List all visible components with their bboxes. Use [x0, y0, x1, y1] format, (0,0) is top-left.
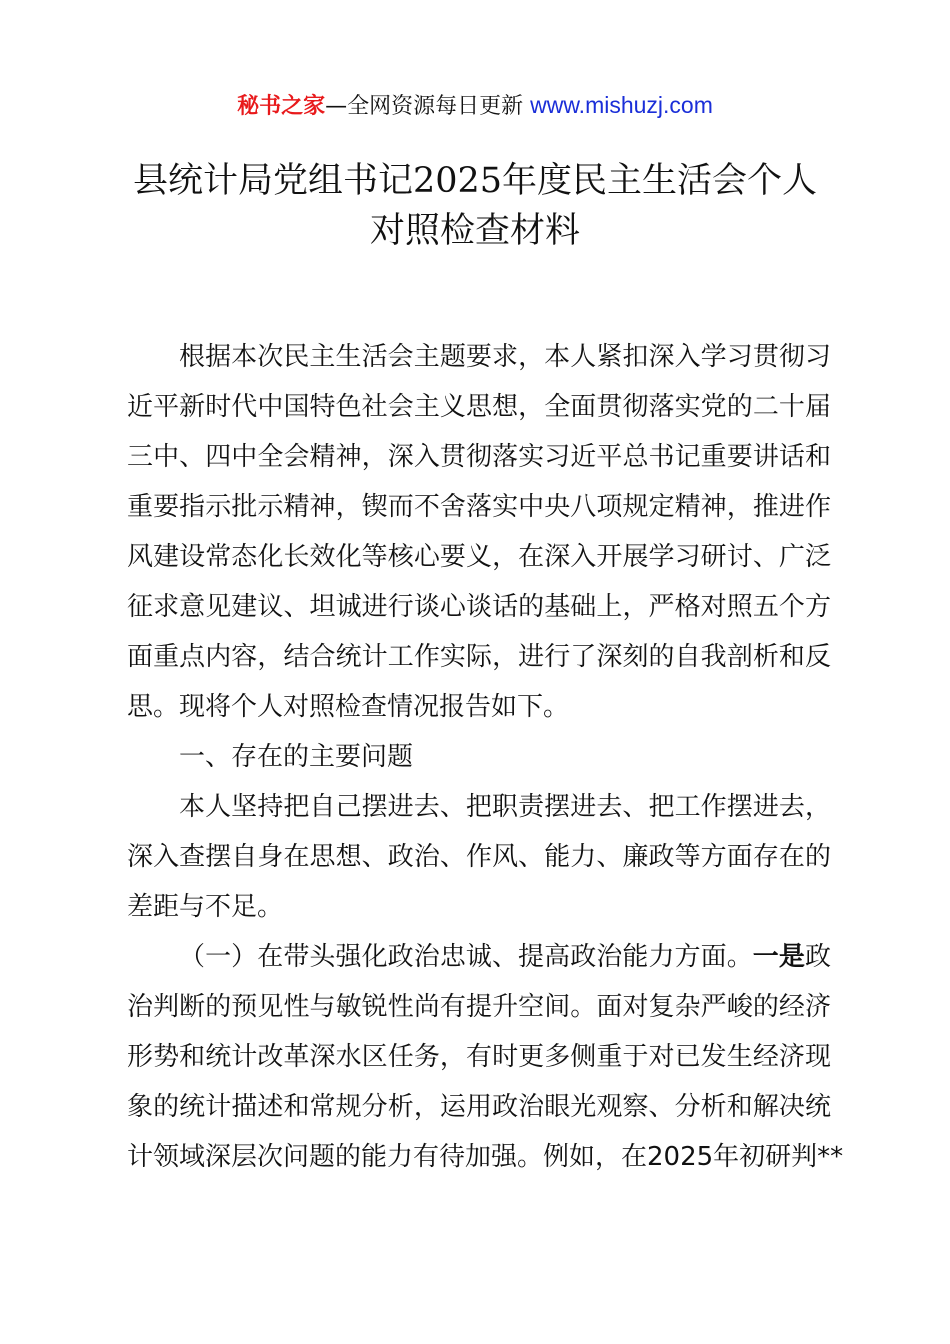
site-tagline: —全网资源每日更新 — [325, 94, 524, 119]
body-line: 征求意见建议、坦诚进行谈心谈话的基础上，严格对照五个方 — [127, 592, 831, 622]
document-body — [127, 332, 844, 1182]
body-line: 思。现将个人对照检查情况报告如下。 — [127, 692, 570, 722]
subsection-line — [127, 932, 831, 982]
body-line: 深入查摆自身在思想、政治、作风、能力、廉政等方面存在的 — [127, 842, 831, 872]
body-line: 三中、四中全会精神，深入贯彻落实习近平总书记重要讲话和 — [127, 442, 831, 472]
site-brand: 秘书之家 — [237, 94, 326, 119]
body-line: 面重点内容，结合统计工作实际，进行了深刻的自我剖析和反 — [127, 642, 831, 672]
site-header — [0, 88, 950, 124]
body-line: 治判断的预见性与敏锐性尚有提升空间。面对复杂严峻的经济 — [127, 992, 831, 1022]
body-line: 形势和统计改革深水区任务，有时更多侧重于对已发生经济现 — [127, 1042, 831, 1072]
body-line: 本人坚持把自己摆进去、把职责摆进去、把工作摆进去， — [179, 792, 831, 822]
body-line: 象的统计描述和常规分析，运用政治眼光观察、分析和解决统 — [127, 1092, 831, 1122]
title-line-1: 县统计局党组书记2025年度民主生活会个人 — [132, 161, 818, 201]
title-line-2: 对照检查材料 — [369, 211, 580, 251]
subsection-tail: 政 — [804, 942, 831, 972]
body-line: 风建设常态化长效化等核心要义，在深入开展学习研讨、广泛 — [127, 542, 831, 572]
subsection-heading: （一）在带头强化政治忠诚、提高政治能力方面。 — [179, 942, 753, 972]
point-marker: 一是 — [752, 942, 805, 972]
site-url-link[interactable]: www.mishuzj.com — [530, 92, 713, 118]
body-line: 近平新时代中国特色社会主义思想，全面贯彻落实党的二十届 — [127, 392, 831, 422]
body-line: 根据本次民主生活会主题要求，本人紧扣深入学习贯彻习 — [179, 342, 831, 372]
body-line: 差距与不足。 — [127, 892, 284, 922]
section-heading: 一、存在的主要问题 — [179, 742, 414, 772]
body-line: 计领域深层次问题的能力有待加强。例如，在2025年初研判** — [127, 1142, 844, 1172]
document-title — [60, 156, 890, 256]
body-line: 重要指示批示精神，锲而不舍落实中央八项规定精神，推进作 — [127, 492, 831, 522]
